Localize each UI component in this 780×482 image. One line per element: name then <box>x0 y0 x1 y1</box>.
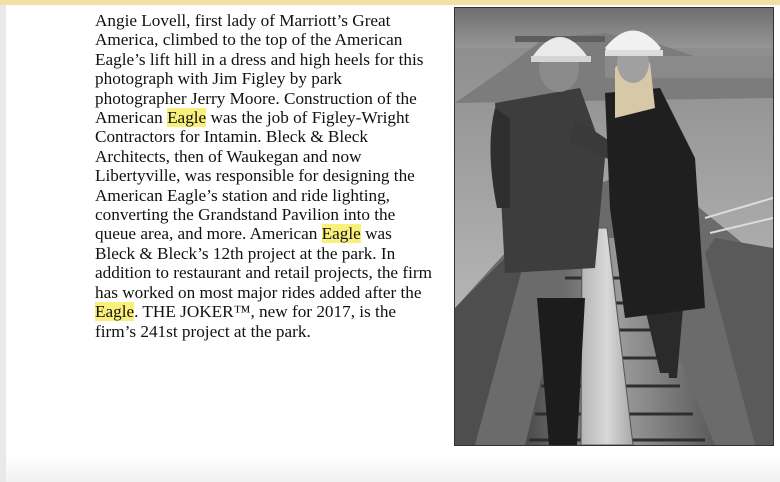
caption-text: . THE JOKER™, new for 2017, is the firm’s 241st project at the park. <box>95 302 397 341</box>
caption-text: Angie Lovell, first lady of Marriott’s Great America, climbed to the top of the American Eagle’s lift hill in a dress and high heels for this photograph with Jim Figley by park photographer Jerry Moore. Construction of the American <box>95 11 424 128</box>
document-page[interactable] <box>6 5 780 482</box>
page-bottom-fade <box>6 457 780 482</box>
search-highlight[interactable]: Eagle <box>95 302 135 322</box>
search-highlight[interactable]: Eagle <box>321 224 361 244</box>
photo-caption <box>95 11 435 341</box>
search-highlight[interactable]: Eagle <box>167 108 207 128</box>
photo-illustration <box>455 8 773 445</box>
caption-text: was Bleck & Bleck’s 12th project at the park. In addition to restaurant and retail projects, the firm has worked on most major rides added after the <box>95 224 432 302</box>
roller-coaster-photo <box>454 7 774 446</box>
caption-text: was the job of Figley-Wright Contractors for Intamin. Bleck & Bleck Architects, then of Waukegan and now Libertyville, was responsible for designing the American Eagle’s station and ride lighting, converting the Grandstand Pavilion into the queue area, and more. American <box>95 108 415 244</box>
